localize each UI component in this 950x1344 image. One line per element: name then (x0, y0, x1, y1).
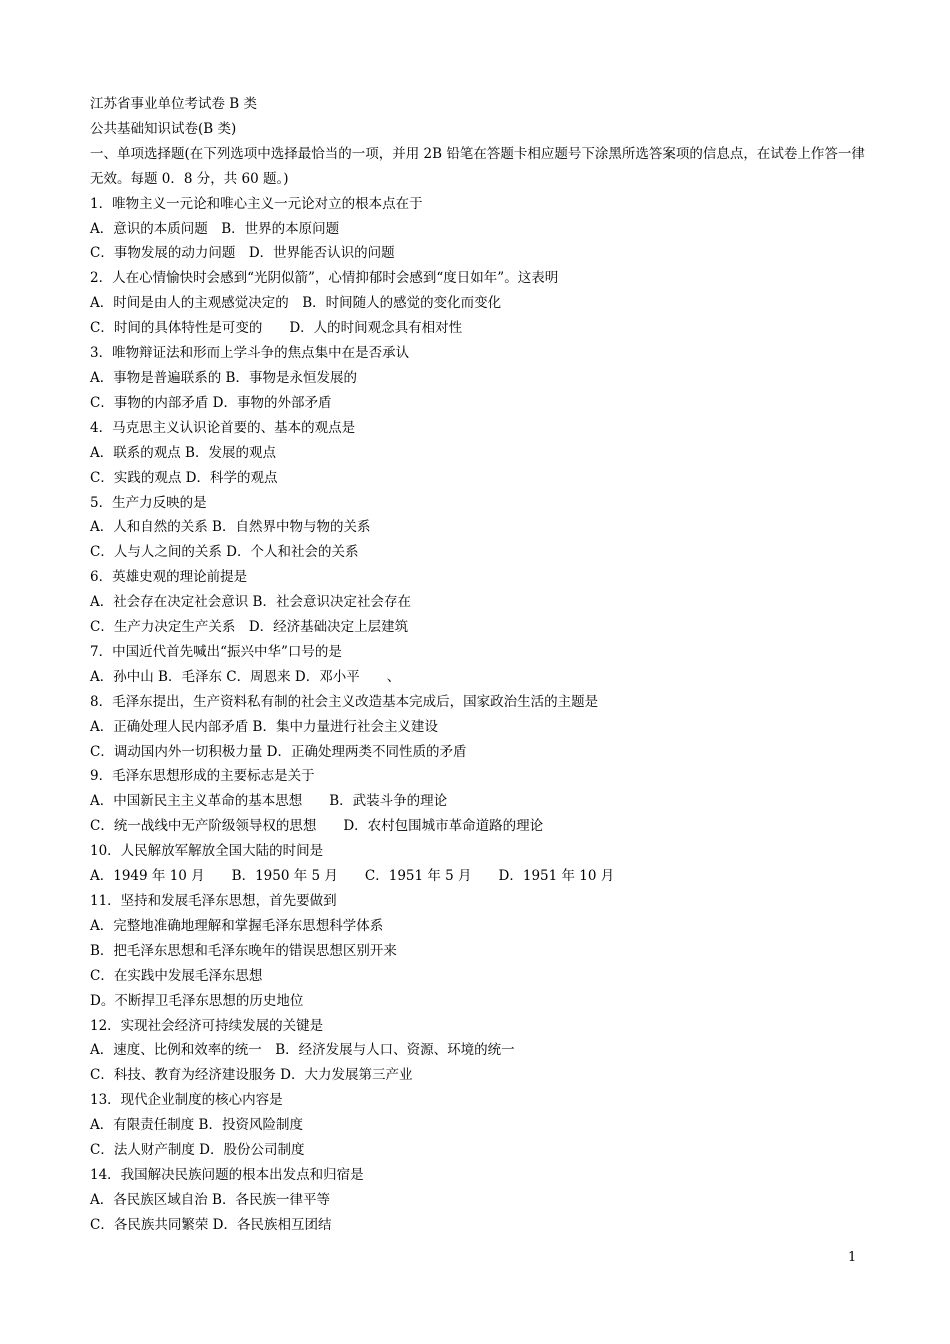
question-10: 10．人民解放军解放全国大陆的时间是 (90, 843, 324, 860)
question-2-options-cd: C．时间的具体特性是可变的 D．人的时间观念具有相对性 (90, 320, 463, 337)
question-6: 6．英雄史观的理论前提是 (90, 569, 248, 586)
question-5: 5．生产力反映的是 (90, 494, 207, 511)
question-4-options-ab: A．联系的观点 B．发展的观点 (90, 444, 276, 461)
question-8-options-ab: A．正确处理人民内部矛盾 B．集中力量进行社会主义建设 (90, 718, 438, 735)
page-number: 1 (848, 1250, 857, 1265)
question-14: 14．我国解决民族问题的根本出发点和归宿是 (90, 1166, 364, 1183)
question-5-options-cd: C．人与人之间的关系 D．个人和社会的关系 (90, 544, 359, 561)
question-7: 7．中国近代首先喊出“振兴中华”口号的是 (90, 643, 342, 660)
question-2: 2．人在心情愉快时会感到“光阴似箭”，心情抑郁时会感到“度日如年”。这表明 (90, 270, 559, 287)
question-13-options-cd: C．法人财产制度 D．股份公司制度 (90, 1142, 305, 1159)
question-8-options-cd: C．调动国内外一切积极力量 D．正确处理两类不同性质的矛盾 (90, 743, 467, 760)
question-12-options-cd: C．科技、教育为经济建设服务 D．大力发展第三产业 (90, 1067, 413, 1084)
question-3-options-cd: C．事物的内部矛盾 D．事物的外部矛盾 (90, 394, 332, 411)
question-10-options: A．1949 年 10 月 B．1950 年 5 月 C．1951 年 5 月 D．1951 年 10 月 (90, 868, 615, 885)
question-11: 11．坚持和发展毛泽东思想，首先要做到 (90, 893, 337, 909)
question-6-options-cd: C．生产力决定生产关系 D．经济基础决定上层建筑 (90, 619, 409, 636)
paper-subtitle: 公共基础知识试卷(B 类) (90, 120, 237, 137)
question-9: 9．毛泽东思想形成的主要标志是关于 (90, 768, 315, 785)
question-5-options-ab: A．人和自然的关系 B．自然界中物与物的关系 (90, 519, 371, 536)
question-11-option-a: A．完整地准确地理解和掌握毛泽东思想科学体系 (90, 917, 384, 934)
question-9-options-cd: C．统一战线中无产阶级领导权的思想 D．农村包围城市革命道路的理论 (90, 818, 544, 835)
section-instructions: 一、单项选择题(在下列选项中选择最恰当的一项，并用 2B 铅笔在答题卡相应题号下涂黑所选答案项的信息点，在试卷上作答一律无效。每题 0．8 分，共 60 题。) (90, 145, 865, 187)
question-8: 8．毛泽东提出，生产资料私有制的社会主义改造基本完成后，国家政治生活的主题是 (90, 693, 599, 710)
question-3: 3．唯物辩证法和形而上学斗争的焦点集中在是否承认 (90, 345, 410, 362)
document-body (90, 92, 865, 1238)
question-12: 12．实现社会经济可持续发展的关键是 (90, 1017, 324, 1034)
question-4: 4．马克思主义认识论首要的、基本的观点是 (90, 419, 356, 436)
question-1-options-ab: A．意识的本质问题 B．世界的本原问题 (90, 220, 340, 237)
question-2-options-ab: A．时间是由人的主观感觉决定的 B．时间随人的感觉的变化而变化 (90, 295, 502, 312)
question-14-options-ab: A．各民族区域自治 B．各民族一律平等 (90, 1191, 330, 1208)
question-11-option-c: C．在实践中发展毛泽东思想 (90, 967, 263, 984)
question-9-options-ab: A．中国新民主主义革命的基本思想 B．武装斗争的理论 (90, 793, 448, 810)
question-6-options-ab: A．社会存在决定社会意识 B．社会意识决定社会存在 (90, 594, 411, 611)
question-1: 1．唯物主义一元论和唯心主义一元论对立的根本点在于 (90, 195, 423, 212)
question-12-options-ab: A．速度、比例和效率的统一 B．经济发展与人口、资源、环境的统一 (90, 1042, 515, 1059)
question-13-options-ab: A．有限责任制度 B．投资风险制度 (90, 1117, 303, 1134)
question-14-options-cd: C．各民族共同繁荣 D．各民族相互团结 (90, 1216, 332, 1233)
question-3-options-ab: A．事物是普遍联系的 B．事物是永恒发展的 (90, 369, 357, 386)
question-11-option-d: D。不断捍卫毛泽东思想的历史地位 (90, 992, 304, 1009)
document-title: 江苏省事业单位考试卷 B 类 (90, 96, 258, 112)
question-7-options: A．孙中山 B．毛泽东 C．周恩来 D．邓小平 、 (90, 668, 401, 685)
question-13: 13．现代企业制度的核心内容是 (90, 1092, 283, 1109)
question-1-options-cd: C．事物发展的动力问题 D．世界能否认识的问题 (90, 245, 395, 262)
question-11-option-b: B．把毛泽东思想和毛泽东晚年的错误思想区别开来 (90, 942, 397, 959)
question-4-options-cd: C．实践的观点 D．科学的观点 (90, 469, 278, 486)
